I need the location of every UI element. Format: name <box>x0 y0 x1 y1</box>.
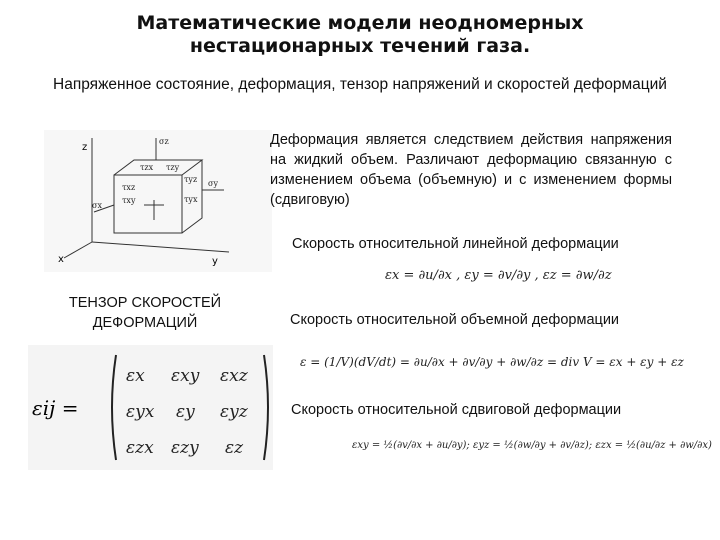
axis-x-label: x <box>58 254 64 265</box>
formula-linear: εx = ∂u/∂x , εy = ∂v/∂y , εz = ∂w/∂z <box>385 268 612 283</box>
linear-deformation-label: Скорость относительной линейной деформации <box>292 236 619 252</box>
tensor-label <box>40 293 250 333</box>
label-tau-zx: τzx <box>140 163 154 172</box>
tensor-label-line-1: ТЕНЗОР СКОРОСТЕЙ <box>68 295 222 311</box>
title-line-2: нестационарных течений газа. <box>189 35 531 57</box>
label-tau-xy: τxy <box>122 196 136 205</box>
label-tau-zy: τzy <box>166 163 180 172</box>
matrix-cell: εzx <box>126 438 154 458</box>
axis-y-label: y <box>212 256 218 267</box>
matrix-cell: εz <box>225 438 244 458</box>
matrix-cell: εxz <box>220 366 248 386</box>
stress-cube-figure <box>44 130 272 272</box>
tensor-label-line-2: ДЕФОРМАЦИЙ <box>92 315 198 331</box>
volume-deformation-label: Скорость относительной объемной деформации <box>290 312 620 328</box>
matrix-cell: εx <box>126 366 145 386</box>
label-tau-yz: τyz <box>184 175 198 184</box>
label-tau-yx: τyx <box>184 195 198 204</box>
deformation-paragraph: Деформация является следствием действия напряжения на жидкий объем. Различают деформацию связанную с изменением объема (объемную) и с изменением формы (сдвиговую) <box>270 132 672 208</box>
label-sigma-y: σy <box>208 179 218 188</box>
title-line-1: Математические модели неодномерных <box>136 12 584 34</box>
section-subtitle: Напряженное состояние, деформация, тензор напряжений и скоростей деформаций <box>53 76 667 93</box>
matrix-cell: εy <box>176 402 195 422</box>
formula-volume: ε = (1/V)(dV/dt) = ∂u/∂x + ∂v/∂y + ∂w/∂z = div V = εx + εy + εz <box>300 355 684 369</box>
strain-rate-tensor-matrix <box>28 345 273 470</box>
matrix-cell: εyz <box>220 402 248 422</box>
shear-deformation-label: Скорость относительной сдвиговой деформации <box>291 402 622 418</box>
matrix-cell: εzy <box>171 438 199 458</box>
page-title <box>0 12 720 58</box>
matrix-cell: εyx <box>126 402 155 422</box>
label-sigma-z: σz <box>159 137 169 146</box>
axis-z-label: z <box>82 142 88 153</box>
matrix-lhs: εij = <box>32 396 79 420</box>
matrix-cell: εxy <box>171 366 200 386</box>
label-tau-xz: τxz <box>122 183 136 192</box>
formula-shear: εxy = ½(∂v/∂x + ∂u/∂y); εyz = ½(∂w/∂y + ∂v/∂z); εzx = ½(∂u/∂z + ∂w/∂x) <box>352 440 712 451</box>
label-sigma-x: σx <box>92 201 102 210</box>
